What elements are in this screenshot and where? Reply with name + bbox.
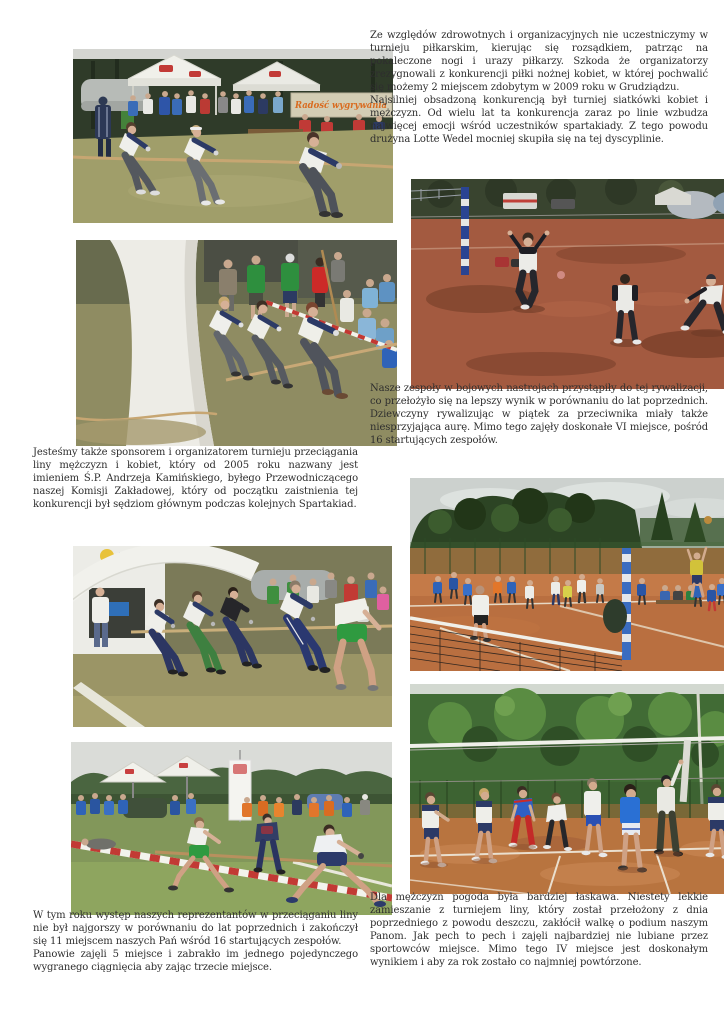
tug-of-war-action-illustration [71, 742, 392, 915]
paragraph-volleyball-women-text: Nasze zespoły w bojowych nastrojach przystąpiły do tej rywalizacji, co przełożyło się na lepszy wynik w porównaniu do lat poprzednich. Dziewczyny rywalizując w piątek za przeciwnika miały także niesprzyjająca aurę. Mimo tego zajęły doskonałe VI miejsce, pośród 16 startujących zespołów. [370, 383, 708, 446]
paragraph-volleyball-men [370, 891, 708, 969]
jacket-on-post [603, 599, 627, 633]
photo-volleyball-court-wide [410, 478, 724, 671]
photo-tug-of-war-action [71, 742, 392, 915]
paragraph-results-1: W tym roku występ naszych reprezentantów w przeciąganiu liny nie był najgorszy w porównaniu do lat poprzednich i zakończył się 11 miejscem naszych Pań wśród 16 startujących zespołów. [33, 910, 358, 947]
paragraph-volleyball-women [370, 382, 708, 447]
paragraph-football-2: Najsilniej obsadzoną konkurencją był turniej siatkówki kobiet i mężczyzn. Od wielu lat ta konkurencja zaraz po linie wzbudza najwięcej emocji wśród uczestników spartakiady. Z tego powodu drużyna Lotte Wedel mocniej skupiła się na tej dyscyplinie. [370, 95, 708, 145]
paragraph-football-1: Ze względów zdrowotnych i organizacyjnych nie uczestniczymy w turnieju piłkarskim, kierując się rozsądkiem, patrząc na pokaleczone nogi i urazy piłkarzy. Szkoda że organizatorzy zrezygnowali z konkurencji piłki nożnej kobiet, w której pochwalić się możemy 2 miejscem zdobytym w 2009 roku w Grudziądzu. [370, 30, 708, 93]
paragraph-sponsor-text: Jesteśmy także sponsorem i organizatorem turnieju przeciągania liny mężczyzn i kobiet, który od 2005 roku nazwany jest imieniem Ś.P. Andrzeja Kamińskiego, byłego Przewodniczącego naszej Komisji Zakładowej, który od początku zaistnienia tej konkurencji był sędziom głównym podczas kolejnych Spartakiad. [33, 447, 358, 510]
army-tent [123, 798, 167, 818]
volleyball-women-illustration [411, 179, 724, 389]
tug-of-war-arch-illustration [76, 240, 397, 446]
tug-of-war-women-illustration [73, 49, 393, 223]
photo-volleyball-men [410, 684, 724, 894]
paragraph-volleyball-men-text: Dla mężczyzn pogoda była bardziej łaskawa. Niestety lekkie zamieszanie z turniejem liny, który został przełożony z dnia poprzedniego z powodu deszczu, zakłócił walkę o podium naszym Panom. Jak pech to pech i zajęli najbardziej nie lubiane przez sportowców miejsce. Mimo tego IV miejsce jest doskonałym wynikiem i aby za rok zostało co najmniej powtórzone. [370, 892, 708, 968]
volleyball-ball [704, 516, 712, 524]
volleyball-ball [557, 271, 565, 279]
paragraph-results-2: Panowie zajęli 5 miejsce i zabrakło im jednego pojedynczego wygranego ciągnięcia aby zając trzecie miejsce. [33, 949, 358, 973]
photo-tug-of-war-arch [76, 240, 397, 446]
photo-tug-of-war-women [73, 49, 393, 223]
photo-tug-of-war-men [73, 546, 392, 727]
paragraph-football [370, 29, 708, 146]
banner-text: Radość wygrywania [295, 101, 393, 111]
paragraph-results [33, 909, 358, 974]
paragraph-sponsor [33, 446, 358, 511]
photo-volleyball-women [411, 179, 724, 389]
volleyball-court-wide-illustration [410, 478, 724, 671]
volleyball-men-illustration [410, 684, 724, 894]
tug-of-war-men-illustration [73, 546, 392, 727]
